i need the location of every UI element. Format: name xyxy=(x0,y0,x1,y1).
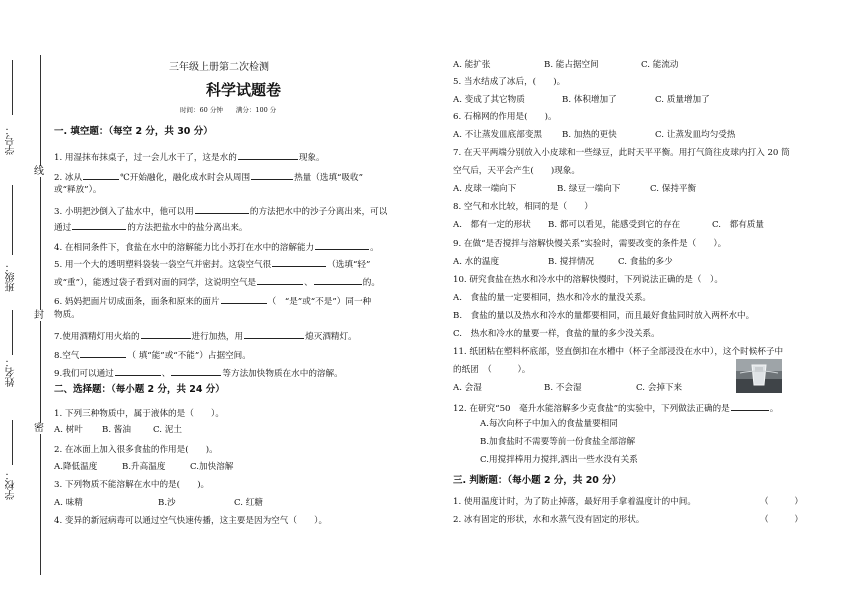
answer-blank[interactable] xyxy=(251,170,293,180)
choice-q4: 4. 变异的新冠病毒可以通过空气快速传播，这主要是因为空气（ ）。 xyxy=(54,516,328,526)
choice-q1-opt-c[interactable]: C. 泥土 xyxy=(153,425,182,435)
choice-q10: 10. 研究食盐在热水和冷水中的溶解快慢时，下列说法正确的是（ ）。 xyxy=(453,275,723,285)
fill-q9: 9.我们可以通过 、 等方法加快物质在水中的溶解。 xyxy=(54,366,343,380)
choice-q3-opt-c[interactable]: C. 红糖 xyxy=(234,498,263,508)
name-blank[interactable] xyxy=(12,310,13,355)
choice-q1: 1. 下列三种物质中，属于液体的是（ ）。 xyxy=(54,409,224,419)
choice-q11-opt-c[interactable]: C. 会掉下来 xyxy=(636,383,683,393)
choice-q1-opt-a[interactable]: A. 树叶 xyxy=(54,425,83,435)
choice-q6-opt-a[interactable]: A. 不让蒸发皿底部变黑 xyxy=(453,130,543,140)
answer-blank[interactable] xyxy=(244,329,304,339)
answer-blank[interactable] xyxy=(314,275,362,285)
choice-q7-opt-c[interactable]: C. 保持平衡 xyxy=(650,184,697,194)
answer-blank[interactable] xyxy=(731,401,769,411)
choice-q8-opt-c[interactable]: C. 都有质量 xyxy=(712,220,764,230)
choice-q8-opt-a[interactable]: A. 都有一定的形状 xyxy=(453,220,531,230)
answer-blank[interactable] xyxy=(141,329,191,339)
judge-q1-answer[interactable]: （ ） xyxy=(760,497,803,507)
choice-q7-opt-a[interactable]: A. 皮球一端向下 xyxy=(453,184,517,194)
fill-q4: 4. 在相同条件下，食盐在水中的溶解能力比小苏打在水中的溶解能力 。 xyxy=(54,240,379,254)
judge-q2: 2. 冰有固定的形状，水和水蒸气没有固定的形状。 xyxy=(453,515,645,525)
choice-q8-opt-b[interactable]: B. 都可以看见，能感受到它的存在 xyxy=(548,220,681,230)
student-id-blank[interactable] xyxy=(12,60,13,115)
class-blank[interactable] xyxy=(12,185,13,255)
choice-q4-opt-c[interactable]: C. 能流动 xyxy=(641,60,679,70)
student-id-label: 学号： xyxy=(6,125,17,155)
choice-q5-opt-c[interactable]: C. 质量增加了 xyxy=(655,95,710,105)
choice-q4-opt-a[interactable]: A. 能扩张 xyxy=(453,60,491,70)
choice-q5-opt-a[interactable]: A. 变成了其它物质 xyxy=(453,95,525,105)
choice-q11-opt-a[interactable]: A. 会湿 xyxy=(453,383,482,393)
fill-q3: 3. 小明把沙倒入了盐水中，他可以用 的方法把水中的沙子分离出来，可以 xyxy=(54,204,387,218)
choice-q9-opt-a[interactable]: A. 水的温度 xyxy=(453,257,500,267)
answer-blank[interactable] xyxy=(72,220,126,230)
choice-q2-opt-c[interactable]: C.加快溶解 xyxy=(190,462,234,472)
answer-blank[interactable] xyxy=(83,170,119,180)
cup-in-water-image xyxy=(736,359,782,393)
choice-q3-opt-b[interactable]: B.沙 xyxy=(158,498,176,508)
choice-q12-opt-a[interactable]: A.每次向杯子中加入的食盐量要相同 xyxy=(480,419,618,429)
exam-title: 科学试题卷 xyxy=(206,81,282,99)
seal-mark-feng: 封 xyxy=(34,310,44,321)
section-fill-heading: 一. 填空题：（每空 2 分，共 30 分） xyxy=(54,126,213,137)
answer-blank[interactable] xyxy=(171,366,221,376)
choice-q5: 5. 当水结成了冰后，( )。 xyxy=(453,77,566,87)
fill-q3-cont: 通过 的方法把盐水中的盐分离出来。 xyxy=(54,220,248,234)
section-choice-heading: 二、选择题：（每小题 2 分，共 24 分） xyxy=(54,384,225,395)
answer-blank[interactable] xyxy=(315,240,369,250)
answer-blank[interactable] xyxy=(238,150,298,160)
seal-mark-mi: 密 xyxy=(34,423,44,434)
choice-q12-opt-c[interactable]: C.用搅拌棒用力搅拌,洒出一些水没有关系 xyxy=(480,455,638,465)
choice-q6: 6. 石棉网的作用是( )。 xyxy=(453,112,557,122)
choice-q3: 3. 下列物质不能溶解在水中的是( )。 xyxy=(54,480,210,490)
choice-q6-opt-b[interactable]: B. 加热的更快 xyxy=(562,130,617,140)
answer-blank[interactable] xyxy=(272,257,326,267)
answer-blank[interactable] xyxy=(80,348,126,358)
choice-q7-opt-b[interactable]: B. 绿豆一端向下 xyxy=(557,184,621,194)
name-label: 姓名： xyxy=(6,357,17,387)
choice-q9-opt-c[interactable]: C. 食盐的多少 xyxy=(618,257,673,267)
choice-q10-opt-c[interactable]: C. 热水和冷水的量要一样，食盐的量的多少没关系。 xyxy=(453,329,660,339)
class-label: 班级： xyxy=(6,262,17,292)
choice-q12: 12. 在研究“50 毫升水能溶解多少克食盐”的实验中，下列做法正确的是 。 xyxy=(453,401,778,415)
judge-q1: 1. 使用温度计时，为了防止掉落，最好用手拿着温度计的中间。 xyxy=(453,497,696,507)
choice-q2: 2. 在冰面上加入很多食盐的作用是( )。 xyxy=(54,445,218,455)
fill-q1: 1. 用湿抹布抹桌子，过一会儿水干了，这是水的 现象。 xyxy=(54,150,325,164)
fill-q5: 5. 用一个大的透明塑料袋装一袋空气并密封。这袋空气很 （选填“轻” xyxy=(54,257,370,271)
choice-q11-cont: 的纸团 （ ）。 xyxy=(453,365,531,375)
choice-q5-opt-b[interactable]: B. 体积增加了 xyxy=(562,95,617,105)
fill-q6-cont: 物质。 xyxy=(54,310,80,320)
choice-q12-opt-b[interactable]: B.加食盐时不需要等前一份食盐全部溶解 xyxy=(480,437,636,447)
choice-q10-opt-a[interactable]: A. 食盐的量一定要相同，热水和冷水的量没关系。 xyxy=(453,293,652,303)
choice-q9-opt-b[interactable]: B. 搅拌情况 xyxy=(548,257,595,267)
choice-q2-opt-a[interactable]: A.降低温度 xyxy=(54,462,98,472)
exam-meta: 时间：60 分钟 满分：100 分 xyxy=(180,106,277,114)
answer-blank[interactable] xyxy=(257,275,303,285)
fill-q2: 2. 冰从 ℃开始融化，融化成水时会从周围 热量（选填“吸收” xyxy=(54,170,363,184)
fill-q6: 6. 妈妈把面片切成面条，面条和原来的面片 （ “是”或“不是”）同一种 xyxy=(54,294,371,308)
school-blank[interactable] xyxy=(12,420,13,465)
choice-q8: 8. 空气和水比较，相同的是（ ） xyxy=(453,202,593,212)
choice-q4-opt-b[interactable]: B. 能占据空间 xyxy=(544,60,599,70)
school-label: 学校： xyxy=(6,470,17,500)
choice-q2-opt-b[interactable]: B.升高温度 xyxy=(122,462,166,472)
answer-blank[interactable] xyxy=(221,294,267,304)
section-judge-heading: 三. 判断题：（每小题 2 分，共 20 分） xyxy=(453,475,622,486)
choice-q11: 11. 纸团粘在塑料杯底部，竖直倒扣在水槽中（杯子全部浸没在水中），这个时候杯子中 xyxy=(453,347,784,357)
choice-q11-opt-b[interactable]: B. 不会湿 xyxy=(544,383,582,393)
fill-q5-cont: 或“重”），能透过袋子看到对面的同学，这说明空气是 、 的。 xyxy=(54,275,380,289)
choice-q7: 7. 在天平两端分别放入小皮球和一些绿豆，此时天平平衡。用打气筒往皮球内打入 20 筒 xyxy=(453,148,790,158)
choice-q1-opt-b[interactable]: B. 酱油 xyxy=(102,425,131,435)
exam-subtitle: 三年级上册第二次检测 xyxy=(169,62,269,73)
choice-q3-opt-a[interactable]: A. 味精 xyxy=(54,498,83,508)
choice-q6-opt-c[interactable]: C. 让蒸发皿均匀受热 xyxy=(655,130,736,140)
choice-q9: 9. 在做“是否搅拌与溶解快慢关系”实验时，需要改变的条件是（ ）。 xyxy=(453,239,727,249)
seal-mark-xian: 线 xyxy=(34,166,44,177)
choice-q7-cont: 空气后，天平会产生( )现象。 xyxy=(453,166,581,176)
judge-q2-answer[interactable]: （ ） xyxy=(760,515,803,525)
answer-blank[interactable] xyxy=(195,204,249,214)
choice-q10-opt-b[interactable]: B. 食盐的量以及热水和冷水的量都要相同，而且最好食盐同时放入两杯水中。 xyxy=(453,311,755,321)
answer-blank[interactable] xyxy=(115,366,161,376)
fill-q2-cont: 或“释放”）。 xyxy=(54,185,102,195)
fill-q8: 8.空气 （ 填“能”或“不能”）占据空间。 xyxy=(54,348,251,362)
fill-q7: 7.使用酒精灯用火焰的 进行加热，用 熄灭酒精灯。 xyxy=(54,329,357,343)
